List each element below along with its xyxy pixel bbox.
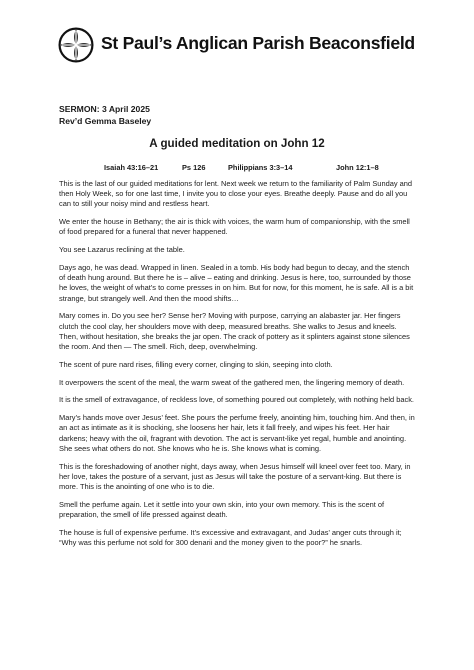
paragraph: It is the smell of extravagance, of reckless love, of something poured out completely, with nothing held back. bbox=[59, 395, 414, 405]
sermon-title: A guided meditation on John 12 bbox=[149, 137, 325, 150]
paragraph: It overpowers the scent of the meal, the warm sweat of the gathered men, the lingering memory of death. bbox=[59, 377, 405, 387]
church-name: St Paul’s Anglican Parish Beaconsfield bbox=[101, 33, 415, 53]
paragraph: The scent of pure nard rises, filling every corner, clinging to skin, seeping into cloth. bbox=[59, 359, 333, 369]
paragraph: We enter the house in Bethany; the air is thick with voices, the warm hum of companionship, with the smell of food prepared for a funeral that never happened. bbox=[59, 217, 410, 237]
reading-john: John 12:1–8 bbox=[336, 163, 379, 172]
reading-philippians: Philippians 3:3–14 bbox=[228, 163, 293, 172]
paragraph: The house is full of expensive perfume. It’s excessive and extravagant, and Judas’ anger cuts through it; “Why was this perfume not sold for 300 denarii and the money given to the poor?” he snarls. bbox=[59, 527, 402, 548]
paragraph: You see Lazarus reclining at the table. bbox=[59, 245, 185, 255]
sermon-meta bbox=[59, 104, 151, 127]
reading-psalm: Ps 126 bbox=[182, 163, 206, 172]
paragraph: Days ago, he was dead. Wrapped in linen. Sealed in a tomb. His body had begun to decay, and the stench of death hung around. But there he is – alive – eating and drinking. Jesus is here, too, surrounded by those he loves, the weight of what’s to come presses in on him. But for now, for this moment, he is safe. All is a bit strange, but strangely well. And then the mood shifts… bbox=[59, 263, 414, 303]
paragraph: Smell the perfume again. Let it settle into your own skin, into your own memory. This is the scent of preparation, the smell of life pressed against death. bbox=[59, 499, 385, 520]
letterhead bbox=[58, 27, 438, 63]
preacher-name: Rev’d Gemma Baseley bbox=[59, 115, 152, 126]
paragraph: This is the foreshadowing of another night, days away, when Jesus himself will kneel over feet too. Mary, in her love, takes the posture of a servant, just as Jesus will take the posture of a servant-king. But there is more. This is the anointing of one who is to die. bbox=[59, 461, 411, 492]
paragraph: Mary’s hands move over Jesus’ feet. She pours the perfume freely, anointing him, touching him. And then, in an act as intimate as it is shocking, she loosens her hair, lets it fall freely, and wipes his feet. Her hair darkens; heavy with the oil, fragrant with devotion. The act is servant-like yet regal, humble and anointing. She sees what others do not. She knows who he is. She knows what is coming. bbox=[59, 413, 415, 453]
sermon-date: SERMON: 3 April 2025 bbox=[59, 104, 150, 114]
sermon-body bbox=[59, 179, 415, 556]
parish-cross-logo bbox=[58, 27, 94, 63]
reading-isaiah: Isaiah 43:16–21 bbox=[104, 163, 159, 172]
paragraph: This is the last of our guided meditations for lent. Next week we return to the familiarity of Palm Sunday and then Holy Week, so for one last time, I invite you to close your eyes. Breathe deeply. Pause and do all you can to still your noisy mind and restless heart. bbox=[59, 179, 413, 209]
paragraph: Mary comes in. Do you see her? Sense her? Moving with purpose, carrying an alabaster jar. Her fingers clutch the cool clay, her shoulders move with deep, measured breaths. She walks to Jesus and kneels. Then, without hesitation, she breaks the jar open. The crack of pottery as it splinters against stone silences the room. And then — The smell. Rich, deep, overwhelming. bbox=[59, 311, 410, 352]
